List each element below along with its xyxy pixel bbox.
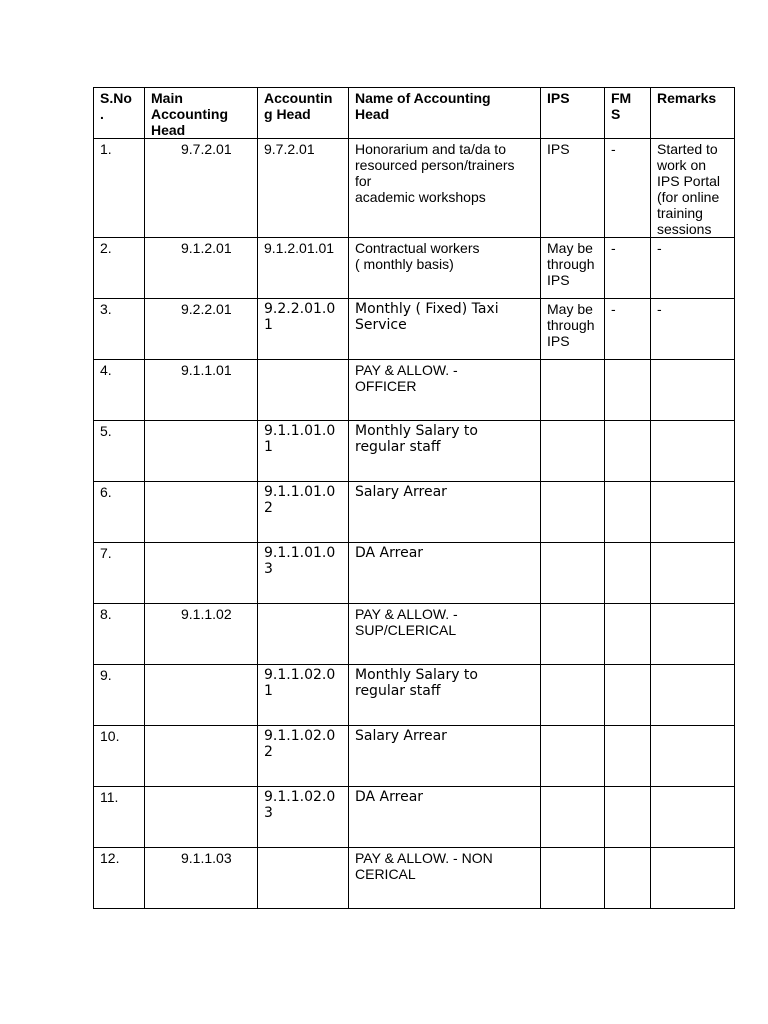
cell-fms: - <box>605 299 651 360</box>
cell-fms <box>605 360 651 421</box>
accounting-heads-table <box>93 87 735 909</box>
cell-remarks <box>651 604 735 665</box>
cell-fms: - <box>605 139 651 238</box>
cell-remarks <box>651 787 735 848</box>
table-row <box>94 360 735 421</box>
cell-sno: 4. <box>94 360 145 421</box>
header-remarks: Remarks <box>651 88 735 139</box>
cell-main-head <box>145 543 258 604</box>
cell-ips: May be through IPS <box>541 299 605 360</box>
cell-ips <box>541 604 605 665</box>
cell-fms <box>605 604 651 665</box>
header-fms: FM S <box>605 88 651 139</box>
cell-remarks <box>651 665 735 726</box>
cell-accounting-head: 9.2.2.01.0 1 <box>258 299 349 360</box>
cell-accounting-head: 9.1.2.01.01 <box>258 238 349 299</box>
cell-ips <box>541 665 605 726</box>
table-row <box>94 421 735 482</box>
cell-name: PAY & ALLOW. - SUP/CLERICAL <box>349 604 541 665</box>
cell-accounting-head: 9.1.1.02.0 3 <box>258 787 349 848</box>
cell-remarks <box>651 848 735 909</box>
cell-remarks: - <box>651 299 735 360</box>
cell-accounting-head: 9.1.1.02.0 2 <box>258 726 349 787</box>
cell-accounting-head <box>258 360 349 421</box>
cell-main-head: 9.1.1.03 <box>145 848 258 909</box>
cell-accounting-head: 9.1.1.01.0 3 <box>258 543 349 604</box>
cell-main-head: 9.1.1.02 <box>145 604 258 665</box>
cell-ips <box>541 421 605 482</box>
cell-sno: 12. <box>94 848 145 909</box>
cell-accounting-head <box>258 604 349 665</box>
cell-fms <box>605 421 651 482</box>
cell-sno: 6. <box>94 482 145 543</box>
header-sno: S.No . <box>94 88 145 139</box>
cell-name: PAY & ALLOW. - NON CERICAL <box>349 848 541 909</box>
cell-sno: 10. <box>94 726 145 787</box>
cell-sno: 7. <box>94 543 145 604</box>
cell-name: Salary Arrear <box>349 726 541 787</box>
cell-remarks <box>651 421 735 482</box>
cell-accounting-head: 9.1.1.02.0 1 <box>258 665 349 726</box>
cell-sno: 2. <box>94 238 145 299</box>
cell-main-head <box>145 482 258 543</box>
table-row <box>94 482 735 543</box>
cell-ips <box>541 482 605 543</box>
cell-name: PAY & ALLOW. - OFFICER <box>349 360 541 421</box>
cell-sno: 1. <box>94 139 145 238</box>
cell-ips <box>541 787 605 848</box>
cell-ips <box>541 848 605 909</box>
cell-sno: 5. <box>94 421 145 482</box>
cell-main-head: 9.1.1.01 <box>145 360 258 421</box>
table-row <box>94 238 735 299</box>
cell-main-head <box>145 665 258 726</box>
cell-main-head <box>145 726 258 787</box>
cell-remarks: Started to work on IPS Portal (for online training sessions <box>651 139 735 238</box>
cell-name: DA Arrear <box>349 787 541 848</box>
header-accounting-head: Accountin g Head <box>258 88 349 139</box>
cell-fms <box>605 482 651 543</box>
header-main-accounting-head: Main Accounting Head <box>145 88 258 139</box>
cell-remarks <box>651 543 735 604</box>
cell-name: Salary Arrear <box>349 482 541 543</box>
cell-fms <box>605 787 651 848</box>
cell-accounting-head: 9.7.2.01 <box>258 139 349 238</box>
cell-remarks <box>651 726 735 787</box>
cell-main-head <box>145 421 258 482</box>
cell-accounting-head <box>258 848 349 909</box>
header-ips: IPS <box>541 88 605 139</box>
cell-sno: 8. <box>94 604 145 665</box>
cell-fms <box>605 665 651 726</box>
cell-name: Monthly ( Fixed) Taxi Service <box>349 299 541 360</box>
cell-accounting-head: 9.1.1.01.0 1 <box>258 421 349 482</box>
cell-main-head: 9.7.2.01 <box>145 139 258 238</box>
cell-remarks <box>651 482 735 543</box>
table-row <box>94 726 735 787</box>
cell-fms <box>605 848 651 909</box>
cell-ips <box>541 726 605 787</box>
table-row <box>94 299 735 360</box>
cell-fms <box>605 543 651 604</box>
cell-ips <box>541 360 605 421</box>
cell-name: Monthly Salary to regular staff <box>349 421 541 482</box>
cell-fms <box>605 726 651 787</box>
cell-ips <box>541 543 605 604</box>
cell-fms: - <box>605 238 651 299</box>
cell-name: DA Arrear <box>349 543 541 604</box>
table-header-row <box>94 88 735 139</box>
table-row <box>94 543 735 604</box>
cell-name: Contractual workers ( monthly basis) <box>349 238 541 299</box>
table-row <box>94 787 735 848</box>
cell-main-head <box>145 787 258 848</box>
cell-ips: IPS <box>541 139 605 238</box>
cell-name: Honorarium and ta/da to resourced person/trainers for academic workshops <box>349 139 541 238</box>
cell-remarks: - <box>651 238 735 299</box>
cell-sno: 11. <box>94 787 145 848</box>
cell-main-head: 9.2.2.01 <box>145 299 258 360</box>
cell-name: Monthly Salary to regular staff <box>349 665 541 726</box>
cell-sno: 9. <box>94 665 145 726</box>
cell-ips: May be through IPS <box>541 238 605 299</box>
table-row <box>94 139 735 238</box>
cell-main-head: 9.1.2.01 <box>145 238 258 299</box>
cell-accounting-head: 9.1.1.01.0 2 <box>258 482 349 543</box>
table-row <box>94 848 735 909</box>
header-name-of-accounting-head: Name of Accounting Head <box>349 88 541 139</box>
cell-sno: 3. <box>94 299 145 360</box>
cell-remarks <box>651 360 735 421</box>
table-row <box>94 665 735 726</box>
table-row <box>94 604 735 665</box>
